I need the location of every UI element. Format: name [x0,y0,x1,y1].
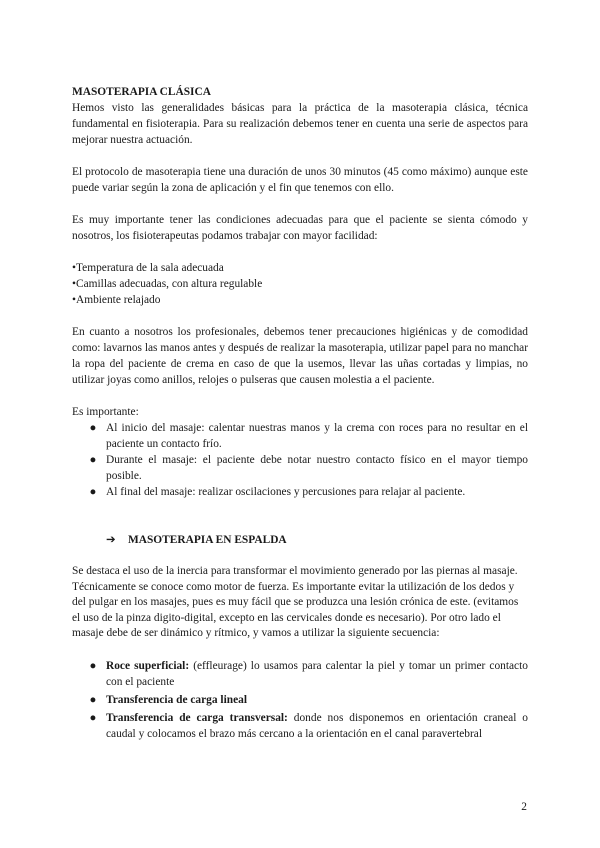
sequence-description: donde nos disponemos en orientación craneal o caudal y colocamos el brazo más cercano a la orientación en el canal paravertebral [106,711,528,740]
sequence-description: (effleurage) lo usamos para calentar la piel y tomar un primer contacto con el paciente [106,659,528,688]
conditions-list-item: •Ambiente relajado [72,294,161,306]
sequence-item-text [106,692,528,708]
conditions-list-item: •Camillas adecuadas, con altura regulable [72,278,263,290]
arrow-right-icon: ➔ [106,534,116,546]
bullet-icon: ● [89,693,97,706]
bullet-icon: ● [89,711,97,724]
document-page [72,84,528,744]
sequence-list [72,658,528,742]
sequence-list-item [89,710,528,742]
page-number: 2 [521,801,527,813]
conditions-paragraph: Es muy importante tener las condiciones adecuadas para que el paciente se sienta cómodo y nosotros, los fisioterapeutas podamos trabajar con mayor facilidad: [72,214,528,242]
section-heading [106,532,528,548]
professionals-paragraph: En cuanto a nosotros los profesionales, debemos tener precauciones higiénicas y de comodidad como: lavarnos las manos antes y después de realizar la masoterapia, utilizar papel para no manchar la ropa del paciente de crema en caso de que la usemos, llevar las uñas cortadas y limpias, no utilizar joyas como anillos, relojes o pulseras que causen molestia a el paciente. [72,326,528,386]
important-item-text: Al inicio del masaje: calentar nuestras manos y la crema con roces para no resultar en el paciente un contacto frío. [106,422,528,450]
bullet-icon: ● [89,454,97,466]
conditions-list [72,260,528,308]
important-label: Es importante: [72,406,139,418]
sequence-term: Transferencia de carga lineal [106,693,247,706]
sequence-term: Roce superficial: [106,659,190,672]
section-body-paragraph: Se destaca el uso de la inercia para transformar el movimiento generado por las piernas al masaje. Técnicamente se conoce como motor de fuerza. Es importante evitar la utilización de los dedos y del pulgar en los masajes, pues es muy fácil que se produzca una lesión crónica de este. (evitamos el uso de la pinza digito-digital, excepto en las cervicales donde es necesario). Por otro lado el masaje debe de ser dinámico y rítmico, y vamos a utilizar la siguiente secuencia: [72,565,519,639]
important-list-item [89,484,528,500]
sequence-list-item [89,658,528,690]
protocol-paragraph: El protocolo de masoterapia tiene una duración de unos 30 minutos (45 como máximo) aunque este puede variar según la zona de aplicación y el fin que tenemos con ello. [72,166,528,194]
sequence-list-item [89,692,528,708]
intro-paragraph: Hemos visto las generalidades básicas para la práctica de la masoterapia clásica, técnica fundamental en fisioterapia. Para su realización debemos tener en cuenta una serie de aspectos para mejorar nuestra actuación. [72,102,528,146]
bullet-icon: ● [89,659,97,672]
sequence-item-text [106,658,528,690]
important-list-item [89,420,528,452]
bullet-icon: ● [89,486,97,498]
important-list-item [89,452,528,484]
important-list [72,420,528,500]
conditions-list-item: •Temperatura de la sala adecuada [72,262,224,274]
bullet-icon: ● [89,422,97,434]
important-item-text: Durante el masaje: el paciente debe notar nuestro contacto físico en el mayor tiempo posible. [106,454,528,482]
document-title: MASOTERAPIA CLÁSICA [72,86,211,98]
section-title: MASOTERAPIA EN ESPALDA [128,534,287,546]
sequence-term: Transferencia de carga transversal: [106,711,288,724]
sequence-item-text [106,710,528,742]
important-item-text: Al final del masaje: realizar oscilaciones y percusiones para relajar al paciente. [106,486,466,498]
